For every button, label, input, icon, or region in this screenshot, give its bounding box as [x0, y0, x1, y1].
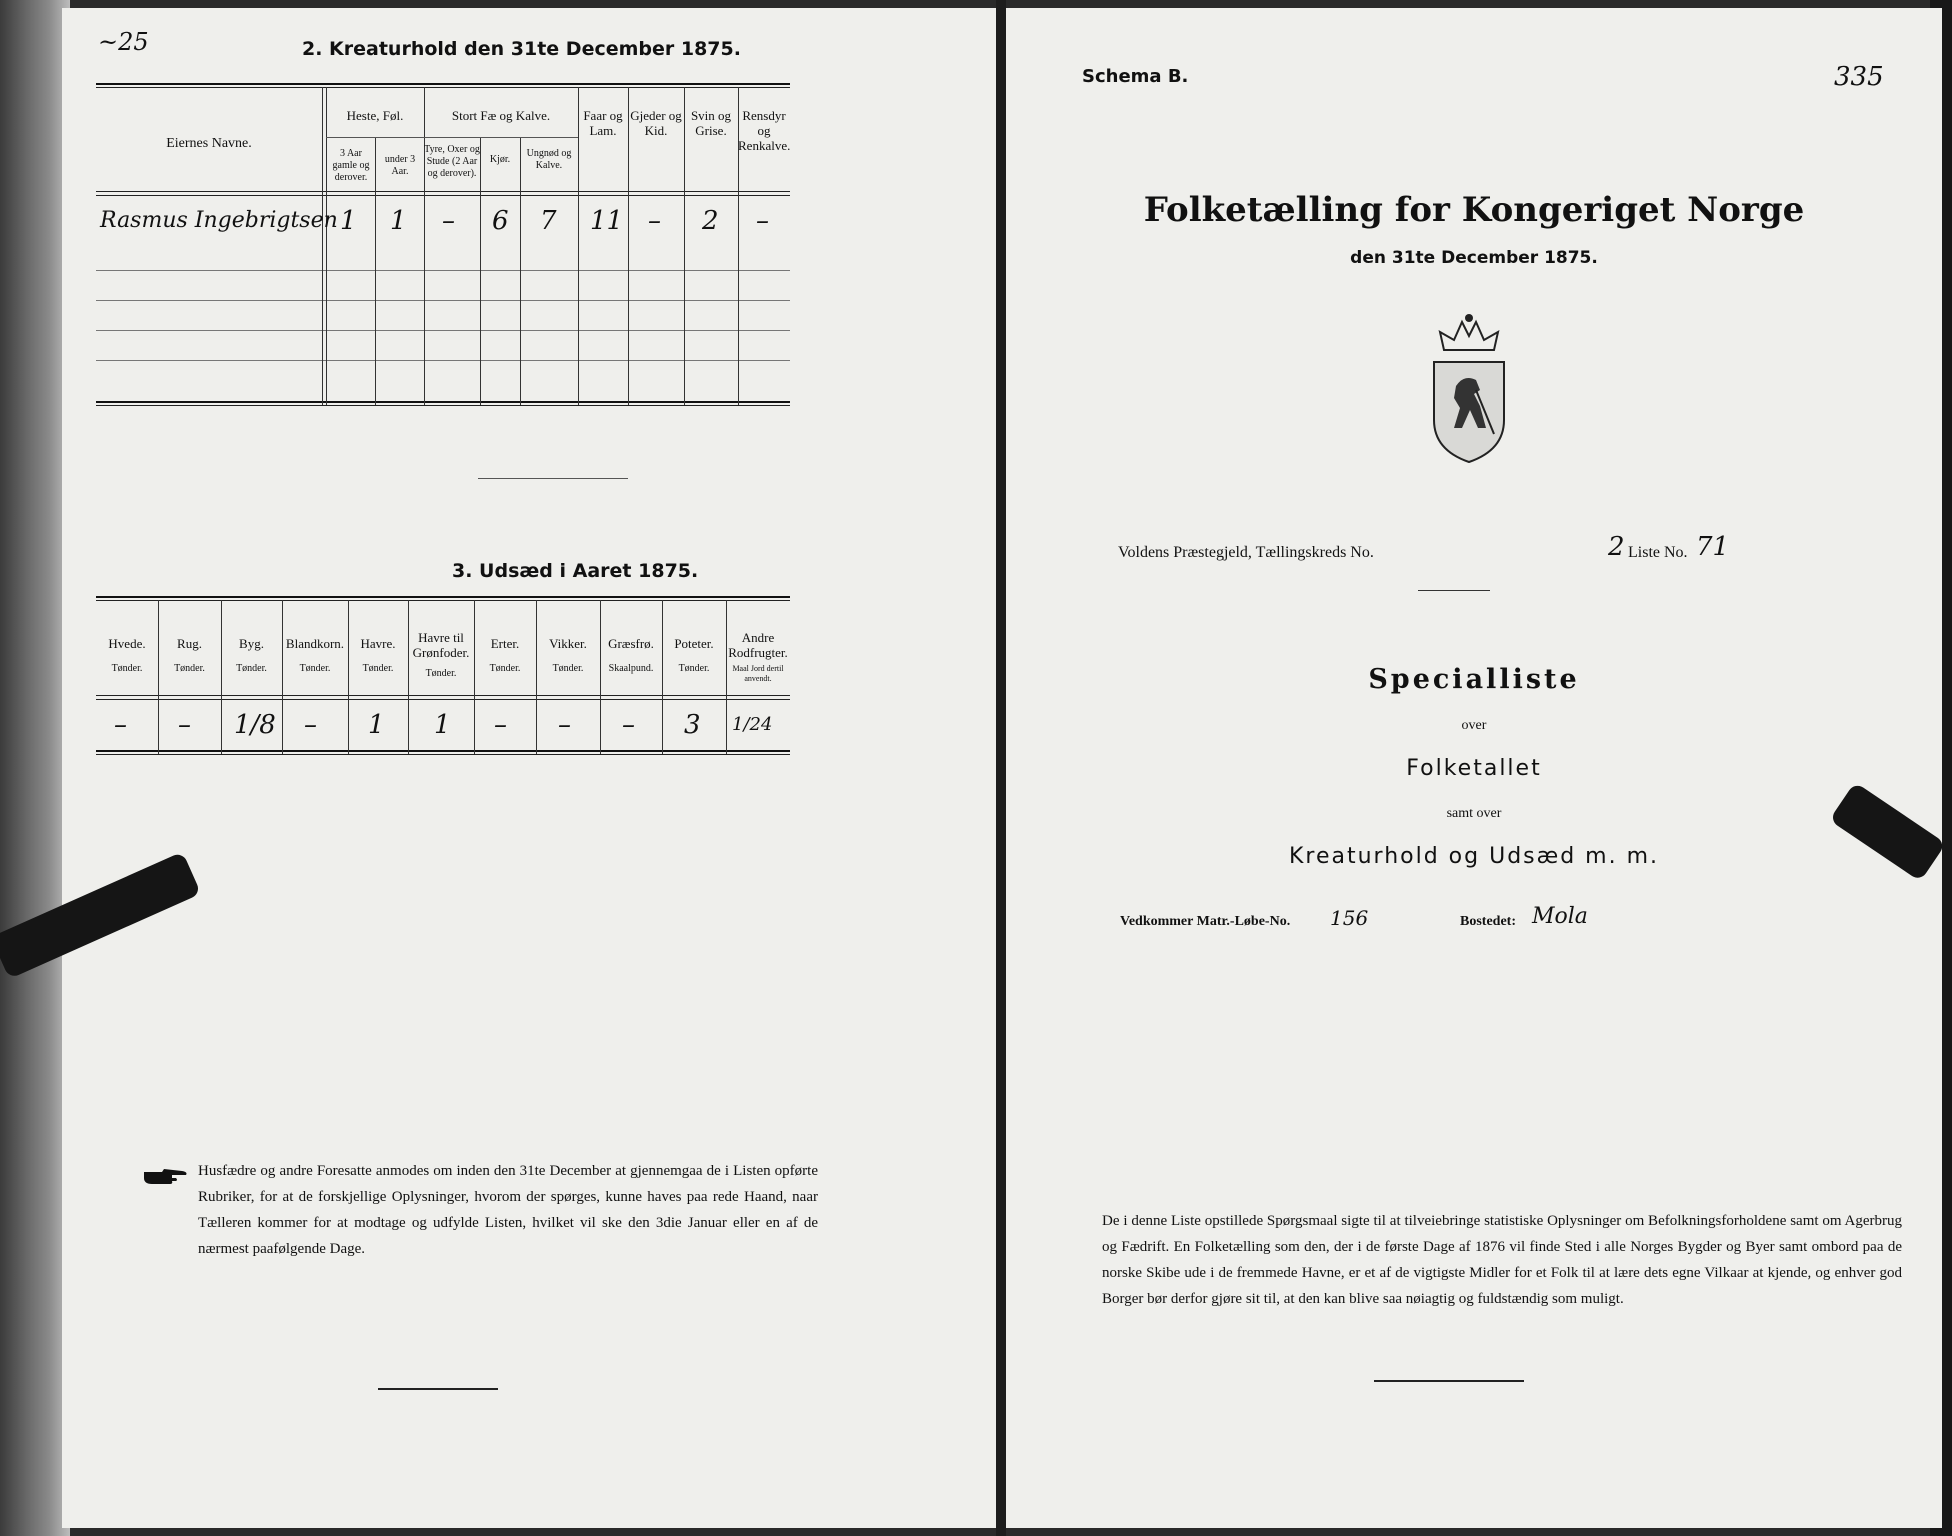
separator [378, 1388, 498, 1390]
table-cell: – [114, 710, 127, 740]
table-col-rule [480, 137, 481, 405]
column-header: Gjeder og Kid. [630, 108, 682, 138]
column-header: Erter. [490, 636, 520, 651]
page-number: 335 [1834, 62, 1884, 92]
corner-mark: ~25 [98, 28, 149, 56]
column-header: Poteter. [674, 636, 714, 651]
table-cell: 6 [492, 206, 509, 236]
table-cell: – [558, 710, 571, 740]
table-cell: 1 [340, 206, 357, 236]
folketallet-text: Folketallet [1406, 756, 1542, 781]
group-header-horses: Heste, Føl. [346, 108, 404, 123]
table-cell: 2 [702, 206, 719, 236]
table-cell: – [648, 206, 661, 236]
table-rule [96, 191, 790, 192]
column-header: Hvede. [108, 636, 146, 651]
district-number: 2 [1608, 532, 1625, 562]
table-rule [96, 330, 790, 331]
table-col-rule [322, 87, 323, 405]
table-col-rule [424, 87, 425, 405]
bosted-label: Bostedet: [1460, 914, 1516, 929]
column-header: under 3 Aar. [384, 154, 416, 177]
table-cell: – [494, 710, 507, 740]
column-header: Svin og Grise. [690, 108, 732, 138]
column-header: Byg. [239, 636, 264, 651]
explanation-text: De i denne Liste opstillede Spørgsmaal sigte til at tilveiebringe statistiske Oplysninger om Befolkningsforholdene samt om Agerbrug og Fædrift. En Folketælling som den, der i de første Dage af 1876 vil finde Sted i alle Norges Bygder og Byer samt ombord paa de norske Skibe ude i de fremmede Havne, er et af de vigtigste Midler for et Folk til at lære dets egne Vilkaar at kjende, og enhver god Borger bør derfor gjøre sit til, at den kan blive saa nøiagtig og fuldstændig som muligt. [1102, 1213, 1902, 1307]
column-header: Blandkorn. [285, 636, 345, 651]
matr-number: 156 [1330, 906, 1369, 930]
table-cell: 11 [590, 206, 624, 236]
table-rule [96, 87, 790, 88]
owner-name: Rasmus Ingebrigtsen [100, 208, 338, 233]
page-title: Folketælling for Kongeriget Norge [1143, 190, 1805, 230]
table-rule [96, 270, 790, 271]
group-rule [326, 137, 578, 138]
column-unit: Tønder. [236, 663, 267, 674]
table-cell: 7 [540, 206, 557, 236]
table-cell: 1 [434, 710, 451, 740]
column-header: Kjør. [489, 154, 511, 165]
table-col-rule [348, 600, 349, 754]
table-col-rule [474, 600, 475, 754]
column-unit: Tønder. [111, 663, 143, 674]
table-rule [96, 754, 790, 755]
table-cell: 3 [684, 710, 701, 740]
table-rule [96, 405, 790, 406]
table-rule [96, 401, 790, 403]
column-unit: Tønder. [425, 668, 457, 679]
column-header: Andre Rodfrugter. [728, 630, 788, 660]
column-header: Havre til Grønfoder. [412, 630, 470, 660]
table-cell: 1/8 [234, 710, 276, 740]
table-cell: – [622, 710, 635, 740]
column-header: Rug. [177, 636, 202, 651]
table-cell: – [178, 710, 191, 740]
schema-label: Schema B. [1082, 66, 1189, 87]
separator [1418, 590, 1490, 591]
table-rule [96, 600, 790, 601]
table-col-rule [158, 600, 159, 754]
bosted-value: Mola [1532, 904, 1588, 929]
table-cell: – [442, 206, 455, 236]
table-cell: 1 [390, 206, 407, 236]
table-col-rule [536, 600, 537, 754]
column-header: 3 Aar gamle og derover. [332, 148, 370, 183]
right-page [1006, 8, 1942, 1528]
page-subtitle: den 31te December 1875. [1350, 248, 1598, 268]
column-unit: Tønder. [362, 663, 394, 674]
kreaturhold-text: Kreaturhold og Udsæd m. m. [1288, 844, 1660, 869]
column-unit: Tønder. [489, 663, 521, 674]
column-unit: Tønder. [299, 663, 331, 674]
table-rule [96, 360, 790, 361]
book-gutter [996, 0, 1006, 1536]
table-cell: 1/24 [732, 714, 773, 735]
table-rule [96, 300, 790, 301]
over-text: over [1461, 718, 1487, 733]
owner-header: Eiernes Navne. [166, 136, 252, 151]
district-label: Voldens Præstegjeld, Tællingskreds No. [1118, 544, 1374, 561]
separator [478, 478, 628, 479]
column-header: Rensdyr og Renkalve. [738, 108, 791, 153]
column-header: Faar og Lam. [583, 108, 623, 138]
liste-number: 71 [1696, 532, 1730, 562]
table-col-rule [600, 600, 601, 754]
coat-of-arms-icon [1414, 310, 1524, 466]
table-cell: 1 [368, 710, 385, 740]
table-rule [96, 750, 790, 752]
table-col-rule [520, 137, 521, 405]
column-unit: Skaalpund. [608, 663, 654, 674]
book-binding [0, 0, 70, 1536]
table-cell: – [756, 206, 769, 236]
table-rule [96, 83, 790, 85]
column-unit: Tønder. [174, 663, 205, 674]
separator [1374, 1380, 1524, 1382]
column-unit: Maal Jord dertil anvendt. [732, 664, 784, 683]
left-page [62, 8, 996, 1528]
column-header: Græsfrø. [608, 636, 654, 651]
table-col-rule [662, 600, 663, 754]
table-cell: – [304, 710, 317, 740]
table-rule [96, 195, 790, 196]
pointing-hand-icon [142, 1166, 190, 1188]
table-rule [96, 596, 790, 598]
group-header-cattle: Stort Fæ og Kalve. [451, 108, 551, 123]
special-title: Specialliste [1368, 664, 1580, 695]
table-col-rule [221, 600, 222, 754]
column-header: Vikker. [549, 636, 587, 651]
section2-title: 2. Kreaturhold den 31te December 1875. [302, 38, 741, 60]
column-unit: Tønder. [678, 663, 710, 674]
liste-label: Liste No. [1628, 544, 1688, 561]
column-header: Havre. [360, 636, 396, 651]
table-rule [96, 699, 790, 700]
matr-label: Vedkommer Matr.-Løbe-No. [1120, 914, 1291, 929]
column-unit: Tønder. [552, 663, 584, 674]
samt-over-text: samt over [1446, 806, 1502, 821]
table-col-rule [326, 87, 327, 405]
section3-title: 3. Udsæd i Aaret 1875. [452, 560, 699, 582]
table-rule [96, 695, 790, 696]
column-header: Tyre, Oxer og Stude (2 Aar og derover). [424, 144, 480, 179]
notice-text: Husfædre og andre Foresatte anmodes om inden den 31te December at gjennemgaa de i Listen opførte Rubriker, for at de forskjellige Oplysninger, hvorom der spørges, kunne haves paa rede Haand, naar Tælleren kommer for at modtage og udfylde Listen, hvilket vil ske den 3die Januar eller en af de nærmest paafølgende Dage. [198, 1163, 818, 1257]
table-col-rule [282, 600, 283, 754]
column-header: Ungnød og Kalve. [526, 148, 572, 171]
